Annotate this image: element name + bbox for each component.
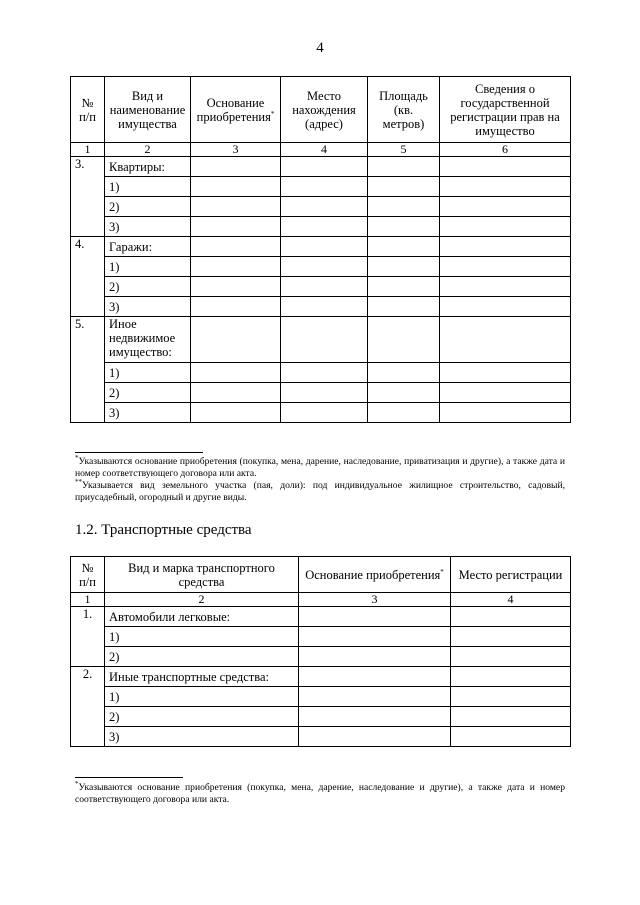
table-row [71, 383, 571, 403]
item-label[interactable]: 1) [105, 627, 299, 647]
registration-place-cell[interactable] [451, 687, 571, 707]
basis-cell[interactable] [191, 217, 281, 237]
basis-cell[interactable] [191, 297, 281, 317]
basis-cell[interactable] [191, 403, 281, 423]
vehicles-table [70, 556, 571, 747]
area-cell[interactable] [368, 257, 440, 277]
registration-cell[interactable] [440, 157, 571, 177]
location-cell[interactable] [281, 237, 368, 257]
page-number: 4 [316, 40, 324, 56]
group-label: Иные транспортные средства: [105, 667, 299, 687]
footnote-1: *Указываются основание приобретения (покупка, мена, дарение, наследование, приватизация и другие), а также дата и номер соответствующего договора или акта. [75, 453, 565, 479]
footnote-divider [75, 777, 183, 778]
basis-cell[interactable] [299, 687, 451, 707]
basis-cell[interactable] [191, 177, 281, 197]
area-cell[interactable] [368, 237, 440, 257]
table-row [71, 707, 571, 727]
registration-place-cell[interactable] [451, 727, 571, 747]
group-number: 3. [71, 157, 105, 237]
basis-cell[interactable] [299, 667, 451, 687]
registration-place-cell[interactable] [451, 607, 571, 627]
table2-header-row [71, 557, 571, 593]
item-label[interactable]: 2) [105, 197, 191, 217]
location-cell[interactable] [281, 177, 368, 197]
table-row [71, 177, 571, 197]
basis-cell[interactable] [299, 607, 451, 627]
table-row [71, 647, 571, 667]
registration-cell[interactable] [440, 403, 571, 423]
table-row [71, 627, 571, 647]
footnote-divider [75, 452, 203, 453]
item-label[interactable]: 1) [105, 177, 191, 197]
basis-cell[interactable] [191, 197, 281, 217]
footnote-2: **Указывается вид земельного участка (пая, доли): под индивидуальное жилищное строительство, садовый, приусадебный, огородный и другие виды. [75, 477, 565, 503]
footnote-mark: ** [75, 477, 82, 486]
header-registration: Сведения о государственной регистрации прав на имущество [440, 77, 571, 143]
section-title: 1.2. Транспортные средства [75, 522, 252, 538]
registration-cell[interactable] [440, 297, 571, 317]
footnote-mark: * [270, 109, 275, 118]
area-cell[interactable] [368, 383, 440, 403]
column-index-row [71, 593, 571, 607]
header-acquisition-basis: Основание приобретения* [299, 557, 451, 593]
table-row [71, 297, 571, 317]
table-row [71, 217, 571, 237]
registration-cell[interactable] [440, 177, 571, 197]
group-number: 1. [71, 607, 105, 667]
column-index: 3 [191, 143, 281, 157]
item-label[interactable]: 1) [105, 687, 299, 707]
group-label: Гаражи: [105, 237, 191, 257]
registration-cell[interactable] [440, 257, 571, 277]
area-cell[interactable] [368, 363, 440, 383]
basis-cell[interactable] [191, 383, 281, 403]
registration-cell[interactable] [440, 197, 571, 217]
column-index: 2 [105, 143, 191, 157]
location-cell[interactable] [281, 297, 368, 317]
location-cell[interactable] [281, 383, 368, 403]
group-number: 2. [71, 667, 105, 747]
basis-cell[interactable] [191, 277, 281, 297]
column-index: 5 [368, 143, 440, 157]
item-label[interactable]: 2) [105, 707, 299, 727]
basis-cell[interactable] [299, 647, 451, 667]
table-row [71, 403, 571, 423]
group-number: 5. [71, 317, 105, 423]
item-label[interactable]: 2) [105, 277, 191, 297]
registration-place-cell[interactable] [451, 667, 571, 687]
item-label[interactable]: 3) [105, 403, 191, 423]
header-property-name: Вид и наименование имущества [105, 77, 191, 143]
table-row [71, 727, 571, 747]
table1-header-row [71, 77, 571, 143]
header-acquisition-basis: Основание приобретения* [191, 77, 281, 143]
column-index: 6 [440, 143, 571, 157]
header-area: Площадь (кв. метров) [368, 77, 440, 143]
table-row [71, 197, 571, 217]
footnote-vehicles: *Указываются основание приобретения (покупка, мена, дарение, наследование и другие), а также дата и номер соответствующего договора или акта. [75, 779, 565, 805]
basis-cell[interactable] [299, 627, 451, 647]
column-index: 2 [105, 593, 299, 607]
area-cell[interactable] [368, 217, 440, 237]
footnote-mark: * [75, 779, 79, 788]
area-cell[interactable] [368, 297, 440, 317]
basis-cell[interactable] [299, 707, 451, 727]
area-cell[interactable] [368, 157, 440, 177]
registration-cell[interactable] [440, 217, 571, 237]
location-cell[interactable] [281, 197, 368, 217]
location-cell[interactable] [281, 277, 368, 297]
table-row [71, 237, 571, 257]
registration-cell[interactable] [440, 383, 571, 403]
real-estate-table [70, 76, 571, 423]
registration-place-cell[interactable] [451, 707, 571, 727]
location-cell[interactable] [281, 403, 368, 423]
table-row [71, 607, 571, 627]
table-row [71, 277, 571, 297]
table-row [71, 257, 571, 277]
registration-place-cell[interactable] [451, 647, 571, 667]
item-label[interactable]: 3) [105, 727, 299, 747]
location-cell[interactable] [281, 157, 368, 177]
table-row [71, 667, 571, 687]
basis-cell[interactable] [191, 317, 281, 363]
group-label: Иное недвижимое имущество: [105, 317, 191, 363]
basis-cell[interactable] [191, 157, 281, 177]
header-vehicle-name: Вид и марка транспортного средства [105, 557, 299, 593]
registration-cell[interactable] [440, 277, 571, 297]
area-cell[interactable] [368, 317, 440, 363]
basis-cell[interactable] [299, 727, 451, 747]
column-index: 1 [71, 593, 105, 607]
column-index-row [71, 143, 571, 157]
basis-cell[interactable] [191, 363, 281, 383]
item-label[interactable]: 3) [105, 297, 191, 317]
column-index: 4 [451, 593, 571, 607]
location-cell[interactable] [281, 217, 368, 237]
registration-cell[interactable] [440, 237, 571, 257]
location-cell[interactable] [281, 257, 368, 277]
area-cell[interactable] [368, 177, 440, 197]
header-num: № п/п [71, 557, 105, 593]
footnote-mark: * [75, 453, 79, 462]
basis-cell[interactable] [191, 257, 281, 277]
group-label: Автомобили легковые: [105, 607, 299, 627]
table-row [71, 363, 571, 383]
basis-cell[interactable] [191, 237, 281, 257]
item-label[interactable]: 2) [105, 647, 299, 667]
column-index: 1 [71, 143, 105, 157]
area-cell[interactable] [368, 403, 440, 423]
header-location: Место нахождения (адрес) [281, 77, 368, 143]
table-row [71, 157, 571, 177]
group-number: 4. [71, 237, 105, 317]
item-label[interactable]: 3) [105, 217, 191, 237]
item-label[interactable]: 2) [105, 383, 191, 403]
location-cell[interactable] [281, 363, 368, 383]
column-index: 3 [299, 593, 451, 607]
area-cell[interactable] [368, 277, 440, 297]
column-index: 4 [281, 143, 368, 157]
header-num: № п/п [71, 77, 105, 143]
registration-cell[interactable] [440, 363, 571, 383]
item-label[interactable]: 1) [105, 257, 191, 277]
table-row [71, 687, 571, 707]
header-registration-place: Место регистрации [451, 557, 571, 593]
item-label[interactable]: 1) [105, 363, 191, 383]
table-row [71, 317, 571, 363]
location-cell[interactable] [281, 317, 368, 363]
area-cell[interactable] [368, 197, 440, 217]
registration-cell[interactable] [440, 317, 571, 363]
group-label: Квартиры: [105, 157, 191, 177]
footnote-mark: * [440, 567, 444, 576]
registration-place-cell[interactable] [451, 627, 571, 647]
